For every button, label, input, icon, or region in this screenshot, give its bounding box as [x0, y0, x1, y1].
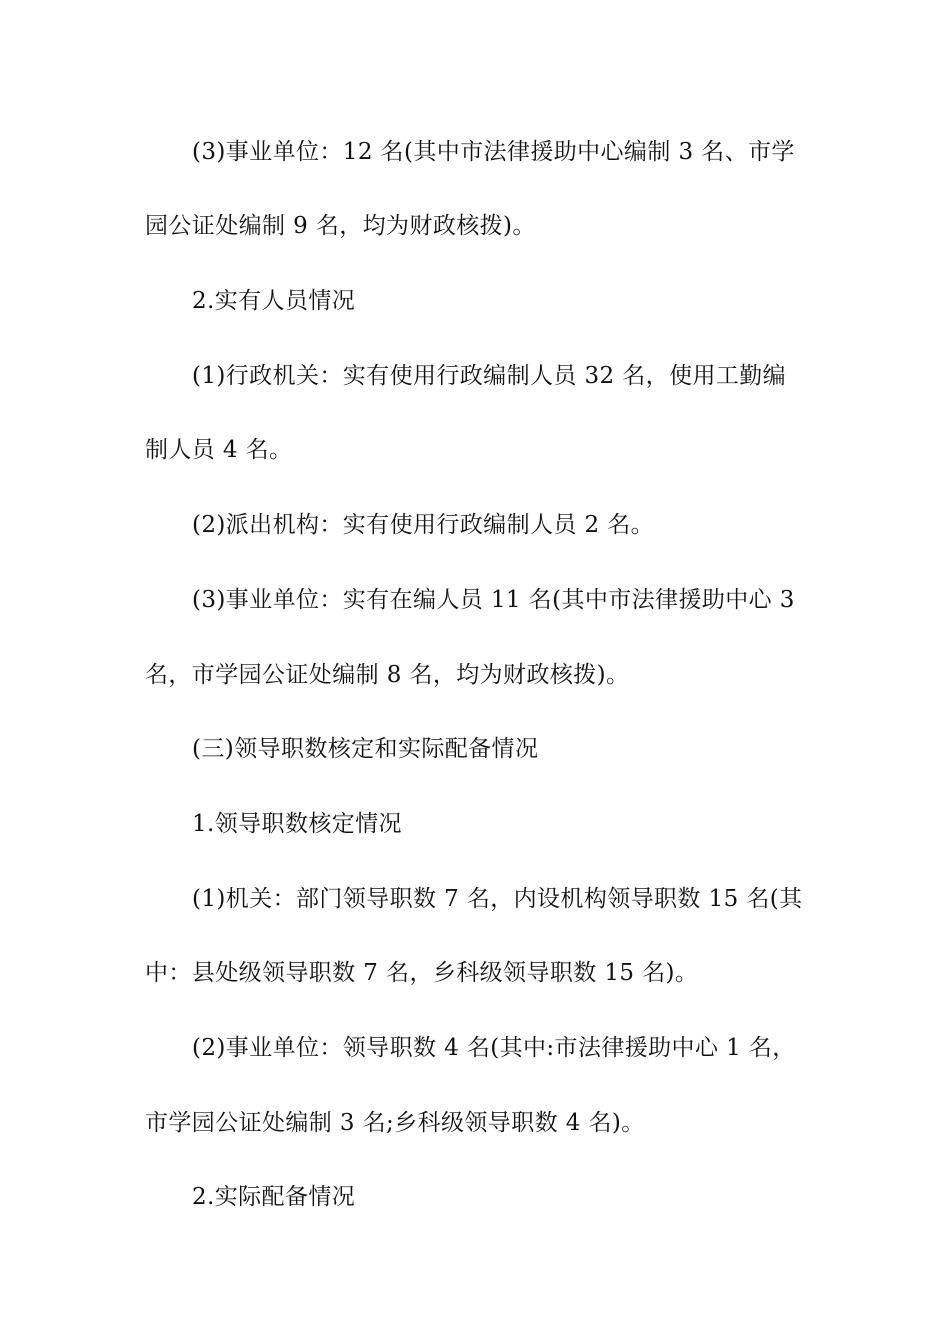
paragraph-line: (3)事业单位：实有在编人员 11 名(其中市法律援助中心 3	[192, 587, 795, 613]
paragraph-line: (1)行政机关：实有使用行政编制人员 32 名，使用工勤编	[192, 363, 787, 389]
section-heading: 2.实有人员情况	[192, 288, 356, 314]
paragraph-line: 名，市学园公证处编制 8 名，均为财政核拨)。	[145, 662, 630, 688]
paragraph-line: (1)机关：部门领导职数 7 名，内设机构领导职数 15 名(其	[192, 886, 803, 912]
paragraph-line: (2)派出机构：实有使用行政编制人员 2 名。	[192, 512, 655, 538]
paragraph-line: 市学园公证处编制 3 名;乡科级领导职数 4 名)。	[145, 1110, 645, 1136]
paragraph-line: 中：县处级领导职数 7 名，乡科级领导职数 15 名)。	[145, 960, 699, 986]
section-heading: 2.实际配备情况	[192, 1184, 356, 1210]
section-heading: (三)领导职数核定和实际配备情况	[192, 736, 539, 762]
paragraph-line: 园公证处编制 9 名，均为财政核拨)。	[145, 213, 536, 239]
paragraph-line: (2)事业单位：领导职数 4 名(其中:市法律援助中心 1 名，	[192, 1035, 796, 1061]
section-heading: 1.领导职数核定情况	[192, 811, 402, 837]
paragraph-line: (3)事业单位：12 名(其中市法律援助中心编制 3 名、市学	[192, 139, 795, 165]
paragraph-line: 制人员 4 名。	[145, 437, 293, 463]
